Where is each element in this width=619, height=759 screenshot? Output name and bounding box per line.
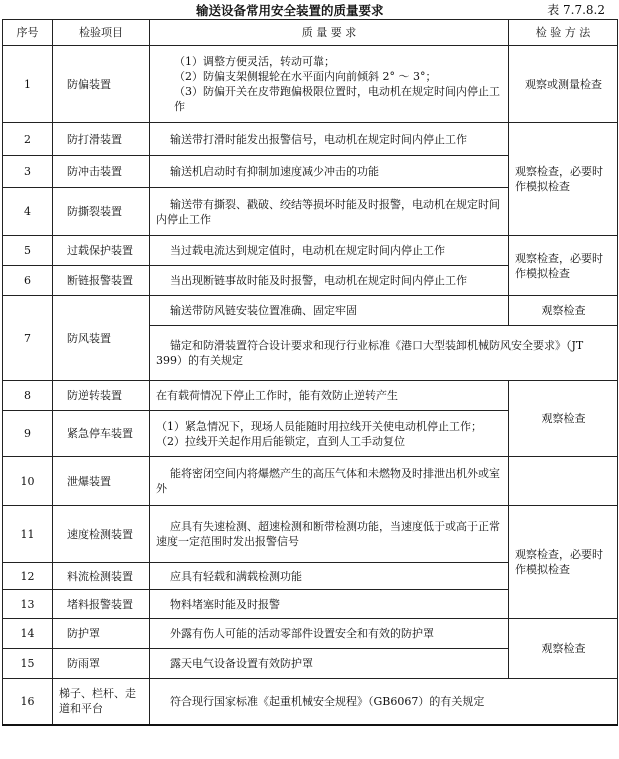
table-number: 表 7.7.8.2	[547, 3, 605, 17]
table-row	[3, 381, 618, 411]
table-header-bar	[0, 0, 619, 20]
header-no: 序号	[3, 20, 53, 46]
row-no: 2	[3, 123, 53, 156]
row-method: 观察检查	[509, 296, 618, 326]
row-method: 观察检查，必要时作模拟检查	[509, 506, 618, 619]
row-item: 梯子、栏杆、走道和平台	[53, 679, 150, 725]
row-req: 应具有失速检测、超速检测和断带检测功能，当速度低于或高于正常速度一定范围时发出报警信号	[150, 506, 509, 563]
row-req	[150, 46, 509, 123]
row-item: 防打滑装置	[53, 123, 150, 156]
req-line: （1）调整方便灵活，转动可靠；	[174, 55, 335, 68]
row-item: 防护罩	[53, 619, 150, 649]
row-no: 3	[3, 156, 53, 188]
row-no: 7	[3, 296, 53, 381]
table-row	[3, 679, 618, 725]
req-line	[156, 84, 503, 114]
row-no: 8	[3, 381, 53, 411]
row-no: 13	[3, 590, 53, 619]
row-req-wide: 符合现行国家标准《起重机械安全规程》（GB6067）的有关规定	[150, 679, 618, 725]
row-item: 防风装置	[53, 296, 150, 381]
row-item: 防偏装置	[53, 46, 150, 123]
row-no: 12	[3, 563, 53, 590]
row-no: 11	[3, 506, 53, 563]
row-no: 10	[3, 457, 53, 506]
row-req: 能将密闭空间内将爆燃产生的高压气体和未燃物及时排泄出机外或室外	[150, 457, 509, 506]
req-line: （1）紧急情况下，现场人员能随时用拉线开关使电动机停止工作；	[156, 419, 482, 433]
row-req: 输送带打滑时能发出报警信号，电动机在规定时间内停止工作	[150, 123, 509, 156]
row-req: 在有载荷情况下停止工作时，能有效防止逆转产生	[150, 381, 509, 411]
row-method: 观察检查	[509, 381, 618, 457]
table-title: 输送设备常用安全装置的质量要求	[196, 3, 384, 18]
row-item: 防冲击装置	[53, 156, 150, 188]
row-item: 速度检测装置	[53, 506, 150, 563]
req-line: （2）拉线开关起作用后能锁定，直到人工手动复位	[156, 434, 405, 448]
row-no: 14	[3, 619, 53, 649]
row-method: 观察检查，必要时作模拟检查	[509, 236, 618, 296]
quality-requirements-table	[2, 19, 618, 726]
row-method-empty	[509, 457, 618, 506]
row-item: 防雨罩	[53, 649, 150, 679]
table-row	[3, 619, 618, 649]
table-row	[3, 123, 618, 156]
row-item: 过载保护装置	[53, 236, 150, 266]
table-row	[3, 506, 618, 563]
row-req	[150, 411, 509, 457]
table-row	[3, 236, 618, 266]
row-req: 当出现断链事故时能及时报警，电动机在规定时间内停止工作	[150, 266, 509, 296]
header-method: 检 验 方 法	[509, 20, 618, 46]
row-req: 应具有轻载和满载检测功能	[150, 563, 509, 590]
row-method: 观察或测量检查	[509, 46, 618, 123]
row-no: 9	[3, 411, 53, 457]
row-no: 1	[3, 46, 53, 123]
header-req: 质 量 要 求	[150, 20, 509, 46]
row-item: 断链报警装置	[53, 266, 150, 296]
row-item: 泄爆装置	[53, 457, 150, 506]
row-req: 输送带有撕裂、戳破、绞结等损坏时能及时报警，电动机在规定时间内停止工作	[150, 188, 509, 236]
row-method: 观察检查，必要时作模拟检查	[509, 123, 618, 236]
row-req: 露天电气设备设置有效防护罩	[150, 649, 509, 679]
row-req-wide: 锚定和防滑装置符合设计要求和现行行业标准《港口大型装卸机械防风安全要求》（JT 399）的有关规定	[150, 326, 618, 381]
row-item: 紧急停车装置	[53, 411, 150, 457]
table-row	[3, 296, 618, 326]
row-no: 6	[3, 266, 53, 296]
row-item: 防撕裂装置	[53, 188, 150, 236]
row-item: 堵料报警装置	[53, 590, 150, 619]
row-req: 当过载电流达到规定值时，电动机在规定时间内停止工作	[150, 236, 509, 266]
row-item: 防逆转装置	[53, 381, 150, 411]
row-item: 料流检测装置	[53, 563, 150, 590]
row-no: 4	[3, 188, 53, 236]
header-item: 检验项目	[53, 20, 150, 46]
req-line-text: （3）防偏开关在皮带跑偏极限位置时，电动机在规定时间内停止工作	[174, 85, 500, 113]
row-req: 外露有伤人可能的活动零部件设置安全和有效的防护罩	[150, 619, 509, 649]
row-req: 物料堵塞时能及时报警	[150, 590, 509, 619]
row-req: 输送带防风链安装位置准确、固定牢固	[150, 296, 509, 326]
req-line: （2）防偏支架侧辊轮在水平面内向前倾斜 2° ～ 3°；	[174, 70, 437, 83]
table-row	[3, 46, 618, 123]
row-no: 5	[3, 236, 53, 266]
row-req: 输送机启动时有抑制加速度减少冲击的功能	[150, 156, 509, 188]
table-row	[3, 457, 618, 506]
row-method: 观察检查	[509, 619, 618, 679]
header-row	[3, 20, 618, 46]
row-no: 15	[3, 649, 53, 679]
row-no: 16	[3, 679, 53, 725]
